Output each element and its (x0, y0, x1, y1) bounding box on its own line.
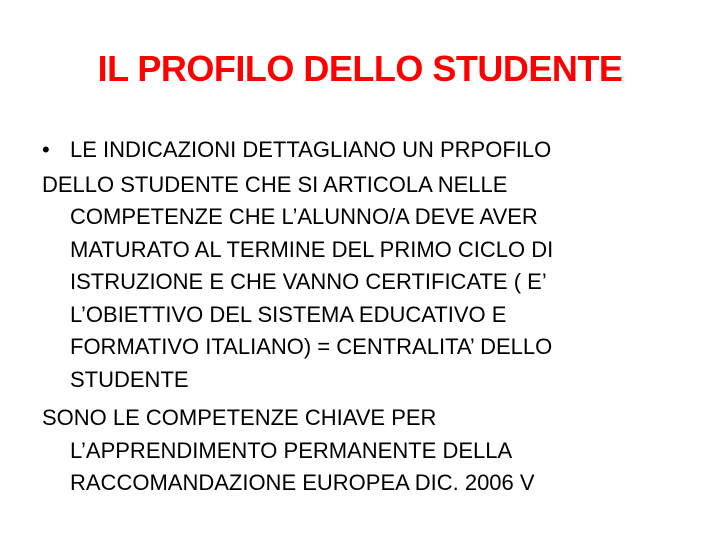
paragraph-line: COMPETENZE CHE L’ALUNNO/A DEVE AVER (70, 204, 538, 229)
slide-body (42, 134, 692, 500)
paragraph-line: ISTRUZIONE E CHE VANNO CERTIFICATE ( E’ (70, 269, 547, 294)
paragraph-line: L’APPRENDIMENTO PERMANENTE DELLA (70, 437, 513, 463)
paragraph-profile (42, 169, 692, 397)
paragraph-line: RACCOMANDAZIONE EUROPEA DIC. 2006 V (70, 470, 535, 495)
paragraph-line: SONO LE COMPETENZE CHIAVE PER (42, 405, 437, 430)
bullet-text: LE INDICAZIONI DETTAGLIANO UN PRPOFILO (70, 137, 552, 162)
paragraph-line: FORMATIVO ITALIANO) = CENTRALITA’ DELLO (70, 334, 553, 359)
paragraph-line: L’OBIETTIVO DEL SISTEMA EDUCATIVO E (70, 301, 507, 327)
bullet-icon: • (42, 137, 50, 162)
paragraph-competences (42, 402, 692, 500)
slide-title: IL PROFILO DELLO STUDENTE (97, 48, 623, 89)
paragraph-line: DELLO STUDENTE CHE SI ARTICOLA NELLE (42, 171, 508, 197)
bullet-item (42, 134, 692, 167)
paragraph-line: MATURATO AL TERMINE DEL PRIMO CICLO DI (70, 236, 554, 262)
paragraph-line: STUDENTE (70, 366, 189, 392)
